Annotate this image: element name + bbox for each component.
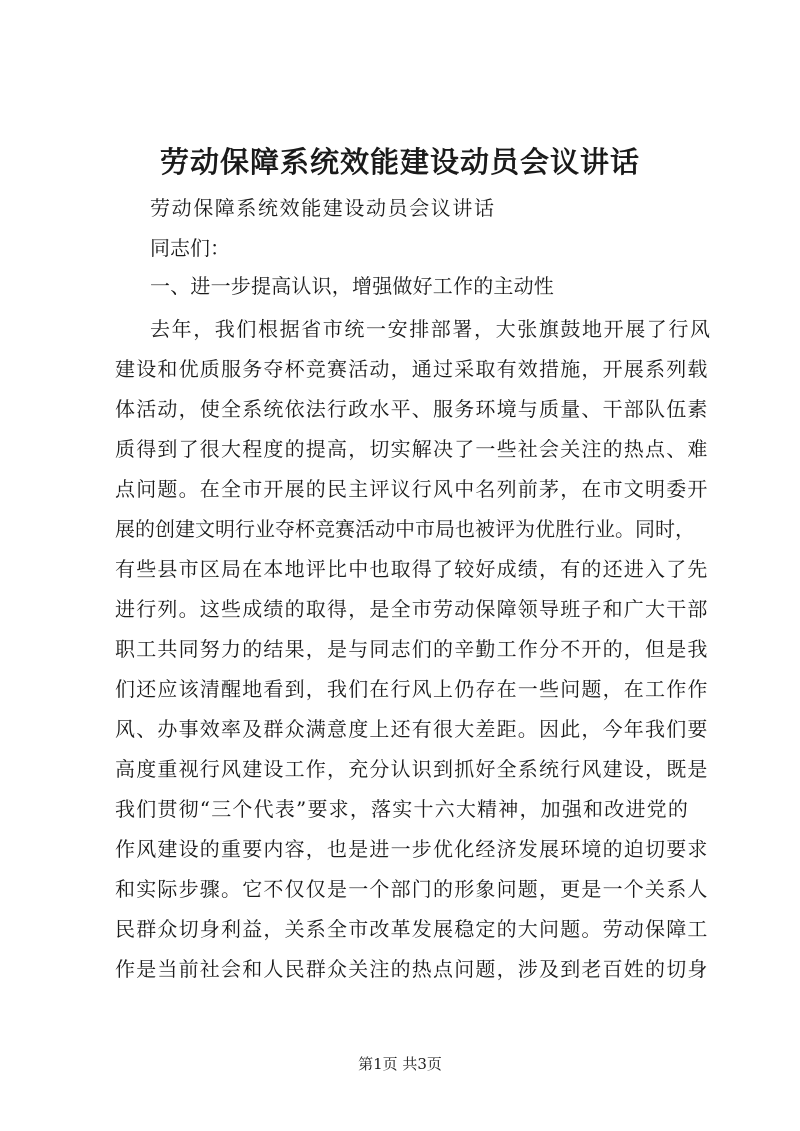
body-line: 作是当前社会和人民群众关注的热点问题，涉及到老百姓的切身 bbox=[115, 957, 709, 981]
body-line: 建设和优质服务夺杯竞赛活动，通过采取有效措施，开展系列载 bbox=[115, 357, 709, 381]
body-line: 体活动，使全系统依法行政水平、服务环境与质量、干部队伍素 bbox=[115, 397, 709, 421]
body-line: 点问题。在全市开展的民主评议行风中名列前茅，在市文明委开 bbox=[115, 477, 709, 501]
body-line: 展的创建文明行业夺杯竞赛活动中市局也被评为优胜行业。同时， bbox=[115, 517, 695, 541]
body-line: 和实际步骤。它不仅仅是一个部门的形象问题，更是一个关系人 bbox=[115, 877, 709, 901]
body-line: 质得到了很大程度的提高，切实解决了一些社会关注的热点、难 bbox=[115, 437, 709, 461]
document-subtitle: 劳动保障系统效能建设动员会议讲话 bbox=[150, 196, 496, 220]
section-heading: 一、进一步提高认识，增强做好工作的主动性 bbox=[150, 274, 554, 298]
body-line: 去年，我们根据省市统一安排部署，大张旗鼓地开展了行风 bbox=[150, 317, 712, 341]
body-line: 职工共同努力的结果，是与同志们的辛勤工作分不开的，但是我 bbox=[115, 637, 709, 661]
body-line: 们还应该清醒地看到，我们在行风上仍存在一些问题，在工作作 bbox=[115, 677, 709, 701]
body-line: 作风建设的重要内容，也是进一步优化经济发展环境的迫切要求 bbox=[115, 837, 709, 861]
body-line: 民群众切身利益，关系全市改革发展稳定的大问题。劳动保障工 bbox=[115, 917, 709, 941]
salutation: 同志们： bbox=[150, 236, 230, 260]
body-line: 高度重视行风建设工作，充分认识到抓好全系统行风建设，既是 bbox=[115, 757, 709, 781]
body-line: 有些县市区局在本地评比中也取得了较好成绩，有的还进入了先 bbox=[115, 557, 709, 581]
body-line: 进行列。这些成绩的取得，是全市劳动保障领导班子和广大干部 bbox=[115, 597, 709, 621]
body-line: 我们贯彻“三个代表”要求，落实十六大精神，加强和改进党的 bbox=[115, 797, 690, 821]
page-indicator: 第1页 共3页 bbox=[358, 1055, 442, 1073]
document-title: 劳动保障系统效能建设动员会议讲话 bbox=[159, 145, 640, 179]
body-line: 风、办事效率及群众满意度上还有很大差距。因此，今年我们要 bbox=[115, 717, 709, 741]
